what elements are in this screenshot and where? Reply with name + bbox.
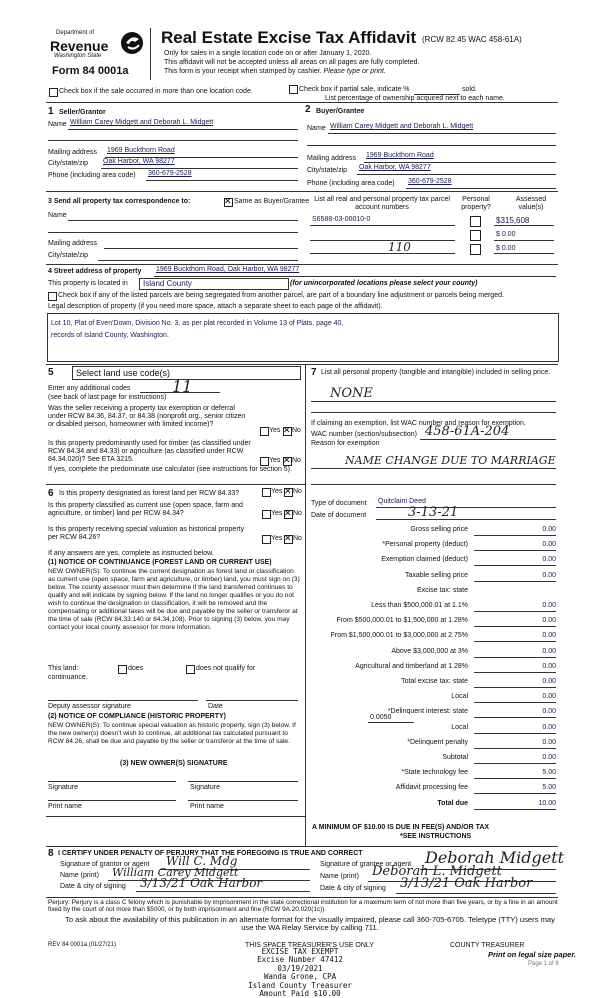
buyer-phone-label: Phone (including area code) xyxy=(307,180,395,187)
certify-statement: I CERTIFY UNDER PENALTY OF PERJURY THAT THE FOREGOING IS TRUE AND CORRECT xyxy=(58,850,363,857)
segregated-checkbox[interactable] xyxy=(48,292,57,301)
tax-row-value[interactable]: 0.00 xyxy=(542,693,556,701)
revision-label: REV 84 0001a (01/27/21) xyxy=(48,942,117,948)
perjury-note: Perjury: Perjury is a class C felony which is punishable by imprisonment in the state correctional institution for a maximum term of not more than five years, or by a fine in an amount fixed by the court of not more than $5000, or by both imprisonment and fine (RCW 9A.20.020(1c)). xyxy=(48,899,558,913)
tax-row-value[interactable]: 0.00 xyxy=(542,602,556,609)
tax-row-value[interactable]: 0.00 xyxy=(542,708,556,716)
reason-value[interactable]: NAME CHANGE DUE TO MARRIAGE xyxy=(345,454,556,467)
any-yes-note: If any answers are yes, complete as instructed below. xyxy=(48,550,214,557)
tax-row-value[interactable]: 0.00 xyxy=(542,541,556,549)
property-address[interactable]: 1969 Buckthorn Road, Oak Harbor, WA 98277 xyxy=(156,266,300,273)
tax-row-label: Total excise tax: state xyxy=(401,678,468,685)
located-label: This property is located in xyxy=(48,280,128,287)
treasurer-stamp xyxy=(230,948,370,998)
s3-mail-label: Mailing address xyxy=(48,240,98,247)
tax-row-label: Excise tax: state xyxy=(417,586,468,594)
grantor-print-label: Name (print) xyxy=(60,872,99,879)
continuance-label: continuance. xyxy=(48,674,88,681)
header-line-1: Only for sales in a single location code on or after January 1, 2020. xyxy=(164,50,372,57)
legal-description-box[interactable] xyxy=(47,313,559,362)
tax-row-label: Agricultural and timberland at 1.28% xyxy=(355,662,468,670)
tax-row-value[interactable]: 0.00 xyxy=(542,754,556,761)
sold-label: sold. xyxy=(462,86,477,93)
tax-row-line xyxy=(474,535,556,536)
q1-yes-label: Yes xyxy=(269,427,281,434)
current-use-question: Is this property classified as current use (open space, farm and agriculture, or timber) land per RCW 84.34? xyxy=(48,502,243,517)
does-not-label: does not qualify for xyxy=(196,665,256,672)
seller-city-label: City/state/zip xyxy=(48,160,89,167)
grantor-print-name[interactable]: William Carey Midgett xyxy=(112,866,239,879)
buyer-name-label: Name xyxy=(307,125,326,132)
tax-row-value[interactable]: 0.00 xyxy=(542,571,556,579)
tax-row-line xyxy=(474,793,556,794)
tax-row-label: Affidavit processing fee xyxy=(395,784,468,792)
q2-yes-checkbox[interactable] xyxy=(260,457,269,466)
tax-row-line xyxy=(474,581,556,582)
tax-row-value[interactable]: 0.00 xyxy=(542,647,556,655)
rcw-reference: (RCW 82.45 WAC 458-61A) xyxy=(422,35,522,44)
segregated-label: Check box if any of the listed parcels are being segregated from another parcel, are part of a boundary line adjustment or parcels being merged. xyxy=(58,292,504,299)
grantee-date-label: Date & city of signing xyxy=(320,885,386,892)
notice-1-title: (1) NOTICE OF CONTINUANCE (FOREST LAND OR CURRENT USE) xyxy=(48,559,272,566)
s6q1-yes-label: Yes xyxy=(271,488,283,495)
tax-row-label: *Delinquent penalty xyxy=(407,738,468,746)
s6q1-yes-checkbox[interactable] xyxy=(262,488,271,497)
tax-row-line xyxy=(474,763,556,764)
s6q2-no-checkbox[interactable] xyxy=(284,510,293,519)
header-line-3: This form is your receipt when stamped by cashier. xyxy=(164,68,322,75)
tax-row-value[interactable]: 0.00 xyxy=(542,678,556,685)
treasurer-use-label: THIS SPACE TREASURER'S USE ONLY xyxy=(245,942,374,949)
tax-row-line xyxy=(474,672,556,673)
buyer-city[interactable]: Oak Harbor, WA 98277 xyxy=(359,164,431,171)
seller-mail-label: Mailing address xyxy=(48,149,98,156)
wac-label: WAC number (section/subsection) xyxy=(311,431,417,438)
section-4-label: 4 Street address of property xyxy=(48,268,142,275)
tax-row-label: Taxable selling price xyxy=(404,571,468,579)
q1-no-checkbox[interactable] xyxy=(283,427,292,436)
revenue-text: Revenue xyxy=(50,38,109,54)
personal-header: Personal property? xyxy=(461,196,491,211)
additional-codes-label: Enter any additional codes xyxy=(48,385,131,392)
s6q3-yes-label: Yes xyxy=(271,535,283,542)
doc-date-value[interactable]: 3-13-21 xyxy=(408,505,459,520)
tax-row-line xyxy=(474,809,556,810)
buyer-phone[interactable]: 360-679-2528 xyxy=(408,178,452,185)
tax-row-label: *Delinquent interest: state xyxy=(387,708,468,716)
county-select[interactable]: Island County xyxy=(139,278,289,290)
local-rate: 0.0050 xyxy=(370,714,392,721)
seller-mail[interactable]: 1969 Buckthorn Road xyxy=(107,147,175,154)
s6q3-no-label: No xyxy=(293,535,302,542)
tax-row-line xyxy=(474,733,556,734)
grantee-print-name[interactable]: Deborah L. Midgett xyxy=(372,864,502,879)
owner-print-label-2: Print name xyxy=(190,803,224,810)
tax-row-label: From $500,000.01 to $1,500,000 at 1.28% xyxy=(336,617,468,625)
tax-row-value[interactable]: 5.00 xyxy=(542,784,556,792)
tax-row-value[interactable]: 0.00 xyxy=(542,723,556,731)
assessor-date-label: Date xyxy=(208,703,223,710)
tax-row-label: Above $3,000,000 at 3% xyxy=(391,647,468,655)
doc-type-label: Type of document xyxy=(311,500,367,507)
owner-sig-label-2: Signature xyxy=(190,784,220,791)
notice-1-body: NEW OWNER(S): To continue the current designation as forest land or classification as current use (open space, farm and agriculture, or timber) land, you must sign on (3) below. The county assessor must then determine if the land transferred continues to qualify and will indicate by signing below. If the land no longer qualifies or you do not wish to continue the designation or classification, it will be removed and the compensating or additional taxes will be due and payable by the seller or transferor at the time of sale (RCW 84.33.140 or 84.34.108). Prior to signing (3) below, you may contact your local county assessor for more information. xyxy=(48,568,300,631)
assessed-value-1[interactable]: $315,608 xyxy=(496,216,530,225)
tax-row-label: From $1,500,000.01 to $3,000,000 at 2.75% xyxy=(330,632,468,640)
header-line-2: This affidavit will not be accepted unless all areas on all pages are fully completed. xyxy=(164,59,420,66)
assessor-sig-label: Deputy assessor signature xyxy=(48,703,131,710)
section-7-number: 7 xyxy=(311,367,317,378)
tax-row-value[interactable]: 0.00 xyxy=(542,556,556,564)
stamp-line-5: Island County Treasurer xyxy=(248,980,352,990)
grantor-date-label: Date & city of signing xyxy=(60,883,126,890)
assessed-value-2[interactable]: $ 0.00 xyxy=(496,231,516,238)
s6q2-no-label: No xyxy=(293,510,302,517)
stamp-line-2: Excise Number 47412 xyxy=(257,955,343,965)
same-as-buyer-checkbox[interactable] xyxy=(224,198,233,207)
historic-question: Is this property receiving special valuation as historical property per RCW 84.26? xyxy=(48,526,245,541)
minimum-note: A MINIMUM OF $10.00 IS DUE IN FEE(S) AND/OR TAX xyxy=(312,824,490,831)
tax-row-line xyxy=(474,657,556,658)
s6q1-no-checkbox[interactable] xyxy=(284,488,293,497)
section-1-number: 1 xyxy=(48,106,54,117)
q2-no-label: No xyxy=(292,457,301,464)
parcel-1[interactable]: S6588-03-00010-0 xyxy=(312,216,371,223)
section-2-number: 2 xyxy=(305,104,311,115)
notice-2-body: NEW OWNER(S): To continue special valuation as historic property, sign (3) below. If the new owner(s) doesn't wish to continue, all additional tax calculated pursuant to RCW 84.26, shall be due and payable by the seller or transferor at the time of sale. xyxy=(48,722,296,745)
does-checkbox[interactable] xyxy=(118,665,127,674)
calculator-note: If yes, complete the predominate use calculator (see instructions for section 5). xyxy=(48,466,292,473)
grantee-signature[interactable]: Deborah Midgett xyxy=(425,848,565,867)
seller-name-label: Name xyxy=(48,121,67,128)
section-8-number: 8 xyxy=(48,848,54,859)
tax-row-value[interactable]: 0.00 xyxy=(542,662,556,670)
q1-no-label: No xyxy=(292,427,301,434)
see-instructions-note: *SEE INSTRUCTIONS xyxy=(400,833,472,840)
seller-phone-label: Phone (including area code) xyxy=(48,172,136,179)
seller-name[interactable]: William Carey Midgett and Deborah L. Midgett xyxy=(70,119,214,126)
grantee-sig-label: Signature of grantee or agent xyxy=(320,861,412,868)
tax-row-line xyxy=(474,611,556,612)
tax-row-value[interactable]: 0.00 xyxy=(542,617,556,625)
tax-row-line xyxy=(474,550,556,551)
tax-row-line xyxy=(474,641,556,642)
legal-line-2: records of Island County, Washington. xyxy=(51,332,169,339)
personal-checkbox-2[interactable] xyxy=(470,230,481,241)
parcel-mark: 110 xyxy=(388,240,411,254)
buyer-mail-label: Mailing address xyxy=(307,155,357,162)
tax-row-label: Exemption claimed (deduct) xyxy=(381,556,468,564)
seller-phone[interactable]: 360-679-2528 xyxy=(148,170,192,177)
tax-row-value[interactable]: 5.00 xyxy=(542,769,556,777)
partial-sale-checkbox[interactable] xyxy=(289,85,298,94)
personal-property-label: List all personal property (tangible and intangible) included in selling price. xyxy=(321,369,551,376)
personal-property-value[interactable]: NONE xyxy=(330,386,373,401)
tax-row-label: Gross selling price xyxy=(410,526,468,533)
this-land-label: This land: xyxy=(48,665,79,672)
tax-row-label: *State technology fee xyxy=(401,769,468,777)
assessed-header: Assessed value(s) xyxy=(515,196,547,211)
land-use-select[interactable]: Select land use code(s) xyxy=(72,366,301,380)
tax-row-line xyxy=(474,702,556,703)
header-line-3b: Please type or print. xyxy=(323,68,386,75)
form-title: Real Estate Excise Tax Affidavit xyxy=(161,28,417,47)
tax-row-value[interactable]: 0.00 xyxy=(542,526,556,533)
assessed-value-3[interactable]: $ 0.00 xyxy=(496,245,516,252)
tax-row-label: Total due xyxy=(437,799,468,807)
tax-row-line xyxy=(474,687,556,688)
stamp-line-1: EXCISE TAX EXEMPT xyxy=(261,947,339,956)
tax-row-line xyxy=(474,748,556,749)
tax-row-line xyxy=(474,717,556,718)
stamp-line-6: Amount Paid $10.00 xyxy=(259,989,341,998)
buyer-heading: Buyer/Grantee xyxy=(316,108,365,115)
legal-paper-note: Print on legal size paper. xyxy=(488,950,576,959)
section-3-label: 3 Send all property tax correspondence to: xyxy=(48,198,191,205)
timber-question: Is this property predominantly used for timber (as classified under RCW 84.34 and 84.33) or agriculture (as classified under RCW 84.34.020)? See ETA 3215. xyxy=(48,440,251,463)
claiming-note: If claiming an exemption, list WAC number and reason for exemption. xyxy=(311,420,526,427)
seller-heading: Seller/Grantor xyxy=(59,109,106,116)
see-back-note: (see back of last page for instructions) xyxy=(48,394,167,401)
s6q3-no-checkbox[interactable] xyxy=(284,535,293,544)
grantee-date-city[interactable]: 3/13/21 Oak Harbor xyxy=(400,876,533,891)
buyer-mail[interactable]: 1969 Buckthorn Road xyxy=(366,152,434,159)
alt-format-note: To ask about the availability of this publication in an alternate format for the visually impaired, please call 360-705-6705. Teletype (TTY) users may use the WA Relay Service by calling 711. xyxy=(65,915,555,932)
section-6-number: 6 xyxy=(48,488,54,499)
tax-row-value[interactable]: 0.00 xyxy=(542,738,556,746)
dept-of-text: Department of xyxy=(56,30,95,36)
stamp-line-3: 03/19/2021 xyxy=(277,963,323,973)
notice-2-title: (2) NOTICE OF COMPLIANCE (HISTORIC PROPERTY) xyxy=(48,713,226,720)
partial-note: List percentage of ownership acquired next to each name. xyxy=(325,95,505,102)
does-label: does xyxy=(128,665,144,672)
reason-label: Reason for exemption xyxy=(311,440,380,447)
state-text: Washington State xyxy=(54,53,102,59)
tax-row-label: Subtotal xyxy=(442,754,468,761)
tax-row-label: Local xyxy=(451,723,468,731)
grantor-sig-label: Signature of grantor or agent xyxy=(60,861,150,868)
multi-location-checkbox[interactable] xyxy=(49,88,58,97)
s3-city-label: City/state/zip xyxy=(48,252,89,259)
s6q2-yes-label: Yes xyxy=(271,510,283,517)
page-number: Page 1 of 6 xyxy=(528,961,559,967)
q2-no-checkbox[interactable] xyxy=(283,457,292,466)
q2-yes-label: Yes xyxy=(269,457,281,464)
multi-location-label: Check box if the sale occurred in more than one location code. xyxy=(59,88,253,95)
legal-line-1: Lot 10, Plat of Even'Down, Division No. 3, as per plat recorded in Volume 13 of Plats, page 40, xyxy=(51,320,344,327)
doc-date-label: Date of document xyxy=(311,512,367,519)
personal-checkbox-3[interactable] xyxy=(470,244,481,255)
revenue-logo-icon xyxy=(120,30,144,56)
legal-label: Legal description of property (if you need more space, attach a separate sheet to each page of the affidavit). xyxy=(48,303,383,310)
tax-row-label: *Personal property (deduct) xyxy=(382,541,468,549)
grantor-date-city[interactable]: 3/13/21 Oak Harbor xyxy=(140,876,263,890)
does-not-checkbox[interactable] xyxy=(186,665,195,674)
tax-row-line xyxy=(474,626,556,627)
owner-print-label-1: Print name xyxy=(48,803,82,810)
additional-codes-value[interactable]: 11 xyxy=(172,377,193,396)
grantor-signature[interactable]: Will C. Mdg xyxy=(166,854,238,868)
forest-question: Is this property designated as forest land per RCW 84.33? xyxy=(59,490,240,497)
buyer-name[interactable]: William Carey Midgett and Deborah L. Midgett xyxy=(330,123,474,130)
s3-name-label: Name xyxy=(48,212,67,219)
form-number: Form 84 0001a xyxy=(52,65,129,77)
county-treasurer-label: COUNTY TREASURER xyxy=(450,942,525,949)
s6q2-yes-checkbox[interactable] xyxy=(262,510,271,519)
s6q1-no-label: No xyxy=(293,488,302,495)
section-5-number: 5 xyxy=(48,367,54,378)
partial-sale-label: Check box if partial sale, indicate % xyxy=(299,86,410,93)
tax-row-line xyxy=(474,565,556,566)
buyer-city-label: City/state/zip xyxy=(307,167,348,174)
unincorp-note: (for unincorporated locations please select your county) xyxy=(290,280,478,287)
q1-yes-checkbox[interactable] xyxy=(260,427,269,436)
new-owner-sig-title: (3) NEW OWNER(S) SIGNATURE xyxy=(120,760,228,767)
s6q3-yes-checkbox[interactable] xyxy=(262,535,271,544)
stamp-line-4: Wanda Grone, CPA xyxy=(263,972,337,982)
exemption-question: Was the seller receiving a property tax exemption or deferral under RCW 84.36, 84.37, or 84.38 (nonprofit org., senior citizen or disabled person, homeowner with limited income)? xyxy=(48,405,246,428)
tax-row-label: Less than $500,000.01 at 1.1% xyxy=(371,602,468,609)
same-as-buyer-label: Same as Buyer/Grantee xyxy=(234,198,310,205)
revenue-logo xyxy=(42,30,122,60)
seller-city[interactable]: Oak Harbor, WA 98277 xyxy=(103,158,175,165)
personal-checkbox-1[interactable] xyxy=(470,216,481,227)
tax-row-value[interactable]: 0.00 xyxy=(542,632,556,640)
doc-type-value[interactable]: Quitclaim Deed xyxy=(378,498,426,505)
tax-row-value[interactable]: 10.00 xyxy=(538,799,556,807)
grantee-print-label: Name (print) xyxy=(320,873,359,880)
tax-row-line xyxy=(474,778,556,779)
tax-row-label: Local xyxy=(451,693,468,701)
wac-value[interactable]: 458-61A-204 xyxy=(425,424,510,439)
parcel-header: List all real and personal property tax parcel account numbers xyxy=(314,196,450,211)
owner-sig-label-1: Signature xyxy=(48,784,78,791)
